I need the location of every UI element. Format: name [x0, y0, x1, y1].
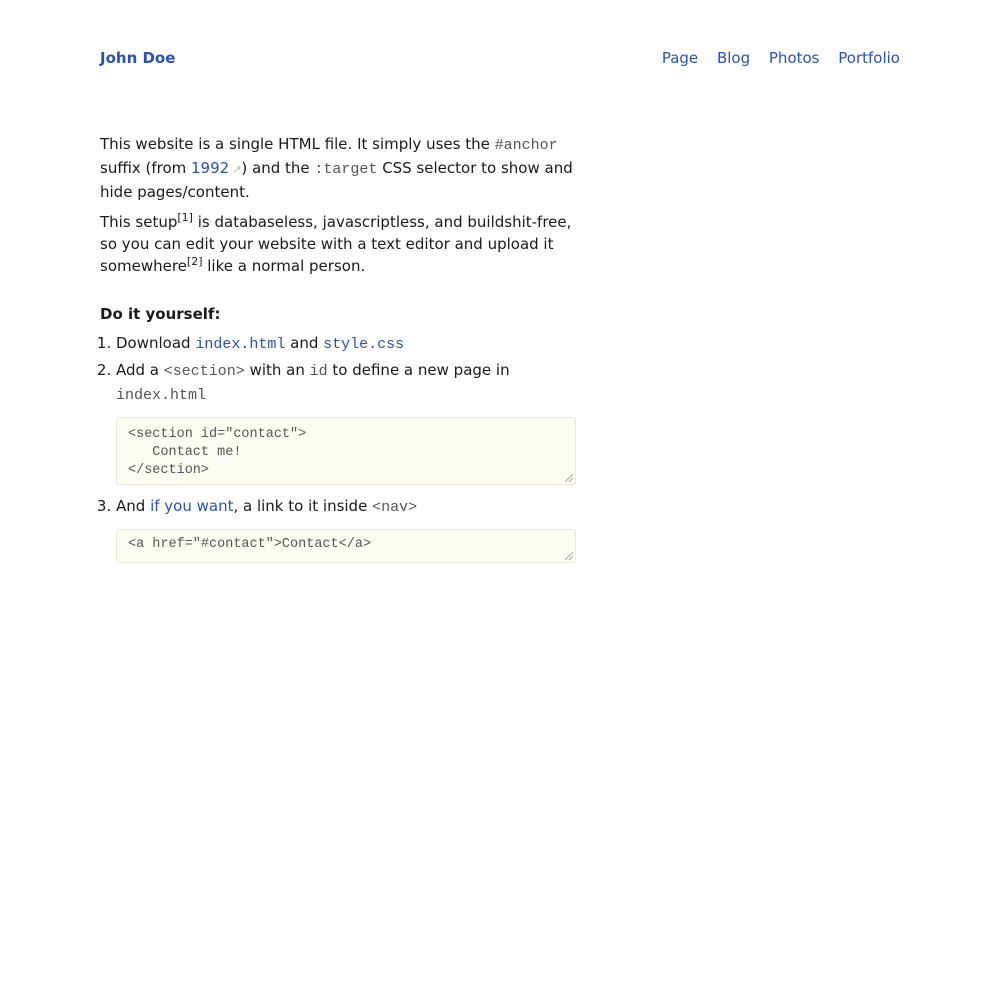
nav-link-blog[interactable]: Blog: [716, 49, 751, 67]
index-html-code: index.html: [116, 387, 207, 404]
step-text: Download: [116, 334, 196, 352]
section-code-text: <section id="contact"> Contact me! </section>: [128, 427, 307, 478]
link-code-text: <a href="#contact">Contact</a>: [128, 537, 372, 552]
step-download: [116, 332, 576, 356]
if-you-want-link[interactable]: if you want: [150, 497, 234, 515]
main-nav: [662, 49, 900, 67]
intro-text: This setup: [100, 213, 178, 231]
step-add-link: [116, 495, 576, 563]
intro-paragraph-2: [100, 211, 576, 277]
intro-text: CSS selector to show and hide pages/content.: [100, 159, 573, 201]
step-text: , a link to it inside: [233, 497, 373, 515]
intro-text: ) and the: [241, 159, 315, 177]
year-1992-link[interactable]: 1992: [191, 159, 230, 177]
target-code: :target: [314, 161, 378, 178]
diy-heading: Do it yourself:: [100, 305, 221, 323]
main-content: [100, 133, 576, 573]
intro-text: like a normal person.: [202, 257, 366, 275]
nav-tag-code: <nav>: [372, 499, 418, 516]
intro-paragraph-1: [100, 133, 576, 203]
site-header: [100, 49, 900, 71]
anchor-code: #anchor: [494, 137, 558, 154]
step-text: to define a new page in: [327, 361, 510, 379]
section-tag-code: <section>: [163, 363, 245, 380]
index-html-download-link[interactable]: index.html: [195, 336, 286, 353]
intro-text: suffix (from: [100, 159, 191, 177]
nav-link-portfolio[interactable]: Portfolio: [838, 49, 900, 67]
nav-link-photos[interactable]: Photos: [768, 49, 820, 67]
site-brand-link[interactable]: John Doe: [100, 49, 176, 67]
step-add-section: [116, 359, 576, 485]
resize-handle-icon[interactable]: [565, 552, 573, 560]
step-text: with an: [244, 361, 310, 379]
step-text: Add a: [116, 361, 164, 379]
resize-handle-icon[interactable]: [565, 474, 573, 482]
step-text: and: [285, 334, 324, 352]
link-code-textarea[interactable]: [116, 529, 576, 563]
external-link-icon: ↗: [232, 163, 242, 176]
section-code-textarea[interactable]: [116, 417, 576, 485]
intro-text: is databaseless, javascriptless, and buildshit-free, so you can edit your website with a text editor and upload it somewhere: [100, 213, 572, 275]
steps-list: [100, 332, 576, 563]
intro-text: This website is a single HTML file. It simply uses the: [100, 135, 495, 153]
nav-link-page[interactable]: Page: [661, 49, 699, 67]
footnote-2-link[interactable]: [2]: [186, 255, 203, 268]
id-code: id: [309, 363, 328, 380]
footnote-1-link[interactable]: [1]: [177, 211, 193, 224]
step-text: And: [116, 497, 151, 515]
style-css-download-link[interactable]: style.css: [323, 336, 405, 353]
